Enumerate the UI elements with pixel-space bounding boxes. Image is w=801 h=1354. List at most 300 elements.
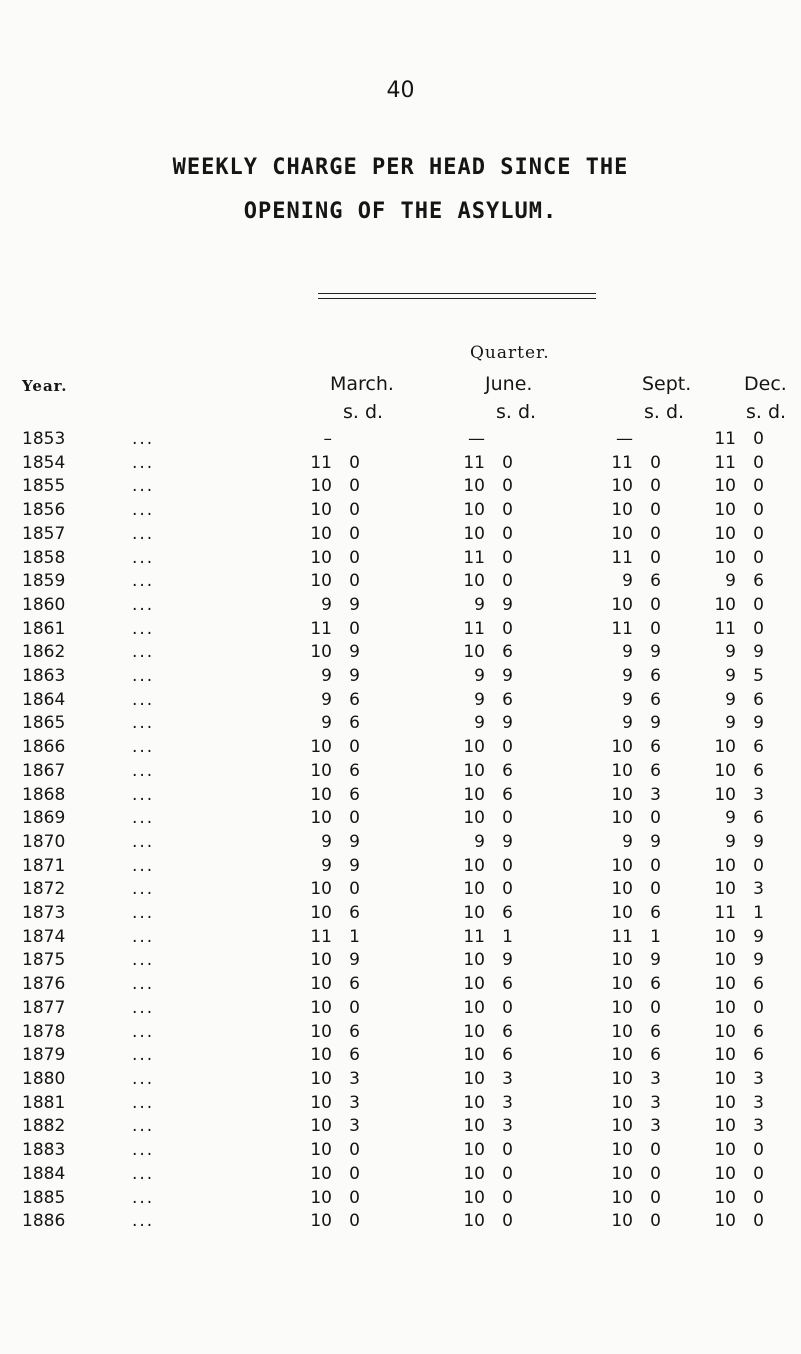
march-shillings-cell: 9 bbox=[321, 594, 332, 615]
column-gap bbox=[661, 1068, 706, 1092]
column-gap bbox=[661, 452, 706, 476]
june-pence-cell: 0 bbox=[502, 500, 513, 521]
column-gap bbox=[661, 997, 706, 1021]
sept-pence-cell: 6 bbox=[650, 571, 661, 592]
sept-pence-cell: 6 bbox=[650, 689, 661, 710]
sept-pence-cell: 0 bbox=[650, 997, 661, 1018]
sept-pence-cell: 0 bbox=[650, 1163, 661, 1184]
year-cell: 1879 bbox=[22, 1045, 66, 1066]
column-gap bbox=[513, 452, 603, 476]
year-cell: 1868 bbox=[22, 784, 66, 805]
march-pence-cell: 0 bbox=[349, 1163, 360, 1184]
dec-pence-cell: 9 bbox=[753, 642, 764, 663]
column-gap bbox=[513, 736, 603, 760]
march-shillings-cell: 9 bbox=[321, 831, 332, 852]
dec-pence-cell: 0 bbox=[753, 594, 764, 615]
column-gap bbox=[513, 712, 603, 736]
table-row bbox=[22, 926, 764, 950]
june-pence-cell: 0 bbox=[502, 997, 513, 1018]
table-row bbox=[22, 547, 764, 571]
march-pence-cell: 6 bbox=[349, 713, 360, 734]
dec-shillings-cell: 10 bbox=[714, 1187, 736, 1208]
june-shillings-cell: 11 bbox=[463, 452, 485, 473]
dec-shillings-cell: 10 bbox=[714, 997, 736, 1018]
column-gap bbox=[661, 689, 706, 713]
june-pence-cell: 0 bbox=[502, 855, 513, 876]
table-row bbox=[22, 831, 764, 855]
sept-shillings-cell: 10 bbox=[611, 1116, 633, 1137]
march-shillings-cell: 10 bbox=[310, 642, 332, 663]
dec-pence-cell: 9 bbox=[753, 831, 764, 852]
june-shillings-cell: 10 bbox=[463, 523, 485, 544]
june-pence-cell: 6 bbox=[502, 903, 513, 924]
sept-shillings-cell: 11 bbox=[611, 926, 633, 947]
column-gap bbox=[513, 949, 603, 973]
column-gap bbox=[661, 1210, 706, 1234]
dec-pence-cell: 3 bbox=[753, 784, 764, 805]
leader-dots: ... bbox=[132, 926, 155, 947]
dec-shillings-cell: 10 bbox=[714, 974, 736, 995]
sept-pence-cell: 0 bbox=[650, 855, 661, 876]
table-row bbox=[22, 760, 764, 784]
column-gap bbox=[360, 902, 455, 926]
column-gap bbox=[513, 926, 603, 950]
table-row bbox=[22, 1092, 764, 1116]
march-pence-cell: 0 bbox=[349, 523, 360, 544]
march-shillings-cell: 10 bbox=[310, 808, 332, 829]
march-shillings-cell: 10 bbox=[310, 1092, 332, 1113]
sept-pence-cell: 0 bbox=[650, 500, 661, 521]
sept-pence-cell: 3 bbox=[650, 1068, 661, 1089]
june-pence-cell: 0 bbox=[502, 808, 513, 829]
june-pence-cell: 0 bbox=[502, 523, 513, 544]
year-cell: 1884 bbox=[22, 1163, 66, 1184]
year-cell: 1880 bbox=[22, 1068, 66, 1089]
dec-shillings-cell: 10 bbox=[714, 1068, 736, 1089]
column-gap bbox=[360, 807, 455, 831]
column-gap bbox=[360, 712, 455, 736]
column-gap bbox=[661, 784, 706, 808]
year-cell: 1881 bbox=[22, 1092, 66, 1113]
column-gap bbox=[661, 594, 706, 618]
dec-shillings-cell: 9 bbox=[725, 666, 736, 687]
year-cell: 1886 bbox=[22, 1211, 66, 1232]
sept-pence-cell: 0 bbox=[650, 523, 661, 544]
table-row bbox=[22, 475, 764, 499]
table-row bbox=[22, 1115, 764, 1139]
year-cell: 1858 bbox=[22, 547, 66, 568]
sept-pence-cell: 0 bbox=[650, 879, 661, 900]
column-gap bbox=[360, 665, 455, 689]
column-gap bbox=[360, 1021, 455, 1045]
column-gap bbox=[513, 1139, 603, 1163]
june-shillings-cell: 10 bbox=[463, 1021, 485, 1042]
march-shillings-cell: 10 bbox=[310, 1140, 332, 1161]
year-cell: 1864 bbox=[22, 689, 66, 710]
column-gap bbox=[360, 641, 455, 665]
june-pence-cell: 0 bbox=[502, 1140, 513, 1161]
dec-shillings-cell: 10 bbox=[714, 1021, 736, 1042]
column-gap bbox=[661, 712, 706, 736]
column-gap bbox=[661, 1115, 706, 1139]
table-row bbox=[22, 1044, 764, 1068]
column-gap bbox=[360, 997, 455, 1021]
june-pence-cell: 0 bbox=[502, 618, 513, 639]
march-pence-cell: 6 bbox=[349, 1021, 360, 1042]
page-subtitle: OPENING OF THE ASYLUM. bbox=[243, 199, 558, 224]
dec-shillings-cell: 10 bbox=[714, 594, 736, 615]
dec-pence-cell: 6 bbox=[753, 1021, 764, 1042]
leader-dots: ... bbox=[132, 547, 155, 568]
march-shillings-cell: 10 bbox=[310, 997, 332, 1018]
leader-dots: ... bbox=[132, 784, 155, 805]
sept-pence-cell: 9 bbox=[650, 831, 661, 852]
dec-pence-cell: 0 bbox=[753, 523, 764, 544]
year-cell: 1870 bbox=[22, 831, 66, 852]
sept-pence-cell: 3 bbox=[650, 1092, 661, 1113]
june-shillings-cell: 10 bbox=[463, 808, 485, 829]
march-shillings-cell: 10 bbox=[310, 523, 332, 544]
column-gap bbox=[661, 547, 706, 571]
march-shillings-cell: 10 bbox=[310, 571, 332, 592]
year-cell: 1862 bbox=[22, 642, 66, 663]
leader-dots: ... bbox=[132, 452, 155, 473]
column-gap bbox=[661, 1163, 706, 1187]
column-gap bbox=[513, 499, 603, 523]
dec-pence-cell: 0 bbox=[753, 855, 764, 876]
sept-shillings-cell: 11 bbox=[611, 452, 633, 473]
dec-pence-cell: 5 bbox=[753, 666, 764, 687]
leader-dots: ... bbox=[132, 1116, 155, 1137]
table-row bbox=[22, 997, 764, 1021]
june-shillings-cell: 11 bbox=[463, 547, 485, 568]
dec-pence-cell: 1 bbox=[753, 903, 764, 924]
june-pence-cell: 3 bbox=[502, 1092, 513, 1113]
column-gap bbox=[513, 1092, 603, 1116]
year-cell: 1872 bbox=[22, 879, 66, 900]
column-gap bbox=[360, 784, 455, 808]
march-shillings-cell: 10 bbox=[310, 1116, 332, 1137]
sept-pence-cell: 9 bbox=[650, 950, 661, 971]
march-column-header: March. bbox=[330, 373, 394, 395]
year-cell: 1861 bbox=[22, 618, 66, 639]
leader-dots: ... bbox=[132, 831, 155, 852]
sept-pence-cell bbox=[633, 428, 661, 452]
march-pence-cell: 9 bbox=[349, 950, 360, 971]
march-pence-cell: 9 bbox=[349, 642, 360, 663]
sept-units: s. d. bbox=[644, 401, 685, 423]
sept-pence-cell: 0 bbox=[650, 594, 661, 615]
column-gap bbox=[661, 1021, 706, 1045]
dec-shillings-cell: 10 bbox=[714, 760, 736, 781]
sept-shillings-cell: 10 bbox=[611, 997, 633, 1018]
dec-pence-cell: 0 bbox=[753, 1187, 764, 1208]
june-shillings-cell: 10 bbox=[463, 784, 485, 805]
march-shillings-cell: 10 bbox=[310, 879, 332, 900]
dec-pence-cell: 6 bbox=[753, 808, 764, 829]
march-shillings-cell: 10 bbox=[310, 784, 332, 805]
column-gap bbox=[513, 689, 603, 713]
dec-shillings-cell: 9 bbox=[725, 808, 736, 829]
june-shillings-cell: 10 bbox=[463, 642, 485, 663]
column-gap bbox=[661, 665, 706, 689]
sept-shillings-cell: 10 bbox=[611, 1163, 633, 1184]
sept-shillings-cell: 11 bbox=[611, 618, 633, 639]
page-title: WEEKLY CHARGE PER HEAD SINCE THE bbox=[172, 155, 629, 180]
june-shillings-cell: 9 bbox=[474, 713, 485, 734]
dec-pence-cell: 6 bbox=[753, 974, 764, 995]
table-row bbox=[22, 712, 764, 736]
column-gap bbox=[513, 665, 603, 689]
column-gap bbox=[360, 1044, 455, 1068]
sept-shillings-cell: 9 bbox=[622, 666, 633, 687]
sept-column-header: Sept. bbox=[642, 373, 692, 395]
march-pence-cell: 3 bbox=[349, 1092, 360, 1113]
sept-shillings-cell: 10 bbox=[611, 760, 633, 781]
dec-units: s. d. bbox=[746, 401, 787, 423]
column-gap bbox=[360, 570, 455, 594]
june-shillings-cell: — bbox=[468, 429, 485, 449]
column-gap bbox=[513, 1021, 603, 1045]
june-pence-cell: 0 bbox=[502, 1187, 513, 1208]
june-pence-cell: 6 bbox=[502, 1045, 513, 1066]
sept-shillings-cell: 10 bbox=[611, 1021, 633, 1042]
leader-dots: ... bbox=[132, 997, 155, 1018]
june-pence-cell: 9 bbox=[502, 594, 513, 615]
column-gap bbox=[360, 855, 455, 879]
sept-shillings-cell: 10 bbox=[611, 879, 633, 900]
dec-pence-cell: 0 bbox=[753, 1211, 764, 1232]
column-gap bbox=[513, 878, 603, 902]
leader-dots: ... bbox=[132, 1187, 155, 1208]
june-shillings-cell: 10 bbox=[463, 1092, 485, 1113]
sept-shillings-cell: 9 bbox=[622, 831, 633, 852]
leader-dots: ... bbox=[132, 855, 155, 876]
march-shillings-cell: 10 bbox=[310, 1163, 332, 1184]
sept-pence-cell: 0 bbox=[650, 476, 661, 497]
leader-dots: ... bbox=[132, 1068, 155, 1089]
column-gap bbox=[513, 902, 603, 926]
table-row bbox=[22, 594, 764, 618]
march-shillings-cell: 11 bbox=[310, 618, 332, 639]
sept-pence-cell: 0 bbox=[650, 1187, 661, 1208]
dec-shillings-cell: 10 bbox=[714, 500, 736, 521]
march-pence-cell: 9 bbox=[349, 594, 360, 615]
june-pence-cell: 6 bbox=[502, 974, 513, 995]
dec-column-header: Dec. bbox=[744, 373, 787, 395]
march-pence-cell: 6 bbox=[349, 760, 360, 781]
march-pence-cell: 0 bbox=[349, 452, 360, 473]
year-cell: 1853 bbox=[22, 429, 66, 449]
column-gap bbox=[661, 878, 706, 902]
march-shillings-cell: 10 bbox=[310, 760, 332, 781]
sept-pence-cell: 1 bbox=[650, 926, 661, 947]
column-gap bbox=[513, 784, 603, 808]
column-gap bbox=[513, 997, 603, 1021]
dec-shillings-cell: 10 bbox=[714, 523, 736, 544]
march-shillings-cell: 10 bbox=[310, 500, 332, 521]
march-pence-cell: 6 bbox=[349, 689, 360, 710]
column-gap bbox=[513, 523, 603, 547]
column-gap bbox=[360, 428, 455, 452]
june-shillings-cell: 11 bbox=[463, 926, 485, 947]
dec-pence-cell: 0 bbox=[753, 500, 764, 521]
june-shillings-cell: 10 bbox=[463, 879, 485, 900]
table-row bbox=[22, 452, 764, 476]
dec-shillings-cell: 10 bbox=[714, 1211, 736, 1232]
table-row bbox=[22, 949, 764, 973]
march-shillings-cell: 11 bbox=[310, 926, 332, 947]
column-gap bbox=[360, 475, 455, 499]
june-shillings-cell: 10 bbox=[463, 737, 485, 758]
double-rule-top bbox=[318, 293, 596, 294]
table-row bbox=[22, 902, 764, 926]
column-gap bbox=[513, 1044, 603, 1068]
table-row bbox=[22, 973, 764, 997]
leader-dots: ... bbox=[132, 903, 155, 924]
march-pence-cell: 0 bbox=[349, 571, 360, 592]
column-gap bbox=[360, 878, 455, 902]
sept-shillings-cell: 10 bbox=[611, 1068, 633, 1089]
june-units: s. d. bbox=[496, 401, 537, 423]
dec-pence-cell: 0 bbox=[753, 1163, 764, 1184]
year-cell: 1883 bbox=[22, 1140, 66, 1161]
year-cell: 1869 bbox=[22, 808, 66, 829]
quarter-heading: Quarter. bbox=[470, 343, 550, 363]
column-gap bbox=[661, 499, 706, 523]
june-shillings-cell: 10 bbox=[463, 1116, 485, 1137]
leader-dots: ... bbox=[132, 618, 155, 639]
weekly-charge-table bbox=[22, 428, 764, 1234]
leader-dots: ... bbox=[132, 642, 155, 663]
june-pence-cell: 6 bbox=[502, 642, 513, 663]
sept-pence-cell: 9 bbox=[650, 642, 661, 663]
column-gap bbox=[360, 452, 455, 476]
dec-pence-cell: 6 bbox=[753, 737, 764, 758]
march-pence-cell: 9 bbox=[349, 666, 360, 687]
sept-shillings-cell: 10 bbox=[611, 1140, 633, 1161]
table-row bbox=[22, 641, 764, 665]
column-gap bbox=[661, 475, 706, 499]
march-shillings-cell: 10 bbox=[310, 737, 332, 758]
march-shillings-cell: 9 bbox=[321, 666, 332, 687]
column-gap bbox=[513, 618, 603, 642]
sept-shillings-cell: 10 bbox=[611, 594, 633, 615]
march-pence-cell: 9 bbox=[349, 855, 360, 876]
sept-shillings-cell: 10 bbox=[611, 476, 633, 497]
june-shillings-cell: 10 bbox=[463, 1140, 485, 1161]
leader-dots: ... bbox=[132, 879, 155, 900]
year-cell: 1885 bbox=[22, 1187, 66, 1208]
column-gap bbox=[661, 1092, 706, 1116]
march-pence-cell: 3 bbox=[349, 1116, 360, 1137]
march-shillings-cell: 10 bbox=[310, 1068, 332, 1089]
june-pence-cell bbox=[485, 428, 513, 452]
column-gap bbox=[661, 949, 706, 973]
column-gap bbox=[360, 760, 455, 784]
march-shillings-cell: – bbox=[323, 429, 332, 449]
column-gap bbox=[360, 1210, 455, 1234]
dec-shillings-cell: 10 bbox=[714, 737, 736, 758]
march-shillings-cell: 10 bbox=[310, 903, 332, 924]
dec-shillings-cell: 9 bbox=[725, 713, 736, 734]
june-shillings-cell: 10 bbox=[463, 571, 485, 592]
column-gap bbox=[360, 949, 455, 973]
double-rule-bottom bbox=[318, 298, 596, 299]
column-gap bbox=[513, 547, 603, 571]
column-gap bbox=[513, 641, 603, 665]
dec-pence-cell: 9 bbox=[753, 713, 764, 734]
sept-pence-cell: 6 bbox=[650, 903, 661, 924]
sept-pence-cell: 6 bbox=[650, 737, 661, 758]
column-gap bbox=[661, 973, 706, 997]
year-cell: 1855 bbox=[22, 476, 66, 497]
june-pence-cell: 9 bbox=[502, 950, 513, 971]
column-gap bbox=[661, 902, 706, 926]
column-gap bbox=[360, 1139, 455, 1163]
dec-shillings-cell: 9 bbox=[725, 642, 736, 663]
table-row bbox=[22, 428, 764, 452]
sept-shillings-cell: 10 bbox=[611, 1045, 633, 1066]
year-cell: 1863 bbox=[22, 666, 66, 687]
dec-shillings-cell: 10 bbox=[714, 879, 736, 900]
year-cell: 1878 bbox=[22, 1021, 66, 1042]
dec-shillings-cell: 9 bbox=[725, 831, 736, 852]
leader-dots: ... bbox=[132, 594, 155, 615]
march-shillings-cell: 9 bbox=[321, 713, 332, 734]
march-pence-cell: 9 bbox=[349, 831, 360, 852]
dec-pence-cell: 6 bbox=[753, 1045, 764, 1066]
column-gap bbox=[661, 1187, 706, 1211]
dec-pence-cell: 3 bbox=[753, 1092, 764, 1113]
june-shillings-cell: 10 bbox=[463, 1163, 485, 1184]
sept-shillings-cell: 10 bbox=[611, 950, 633, 971]
june-pence-cell: 0 bbox=[502, 476, 513, 497]
sept-shillings-cell: 10 bbox=[611, 974, 633, 995]
column-gap bbox=[513, 594, 603, 618]
column-gap bbox=[360, 926, 455, 950]
dec-shillings-cell: 10 bbox=[714, 1163, 736, 1184]
march-pence-cell: 0 bbox=[349, 737, 360, 758]
march-pence-cell: 0 bbox=[349, 476, 360, 497]
june-pence-cell: 0 bbox=[502, 547, 513, 568]
table-row bbox=[22, 523, 764, 547]
column-gap bbox=[360, 689, 455, 713]
march-pence-cell: 6 bbox=[349, 784, 360, 805]
column-gap bbox=[513, 570, 603, 594]
march-shillings-cell: 11 bbox=[310, 452, 332, 473]
dec-shillings-cell: 10 bbox=[714, 547, 736, 568]
march-pence-cell: 0 bbox=[349, 879, 360, 900]
sept-pence-cell: 0 bbox=[650, 1140, 661, 1161]
year-cell: 1865 bbox=[22, 713, 66, 734]
march-pence-cell: 6 bbox=[349, 903, 360, 924]
june-shillings-cell: 9 bbox=[474, 689, 485, 710]
june-shillings-cell: 10 bbox=[463, 476, 485, 497]
dec-pence-cell: 6 bbox=[753, 571, 764, 592]
march-pence-cell: 1 bbox=[349, 926, 360, 947]
table-row bbox=[22, 1021, 764, 1045]
sept-shillings-cell: 9 bbox=[622, 571, 633, 592]
dec-shillings-cell: 10 bbox=[714, 1116, 736, 1137]
june-pence-cell: 9 bbox=[502, 666, 513, 687]
dec-shillings-cell: 11 bbox=[714, 429, 736, 449]
sept-pence-cell: 0 bbox=[650, 547, 661, 568]
column-gap bbox=[661, 855, 706, 879]
dec-shillings-cell: 10 bbox=[714, 1092, 736, 1113]
dec-pence-cell: 0 bbox=[753, 452, 764, 473]
sept-shillings-cell: 10 bbox=[611, 903, 633, 924]
